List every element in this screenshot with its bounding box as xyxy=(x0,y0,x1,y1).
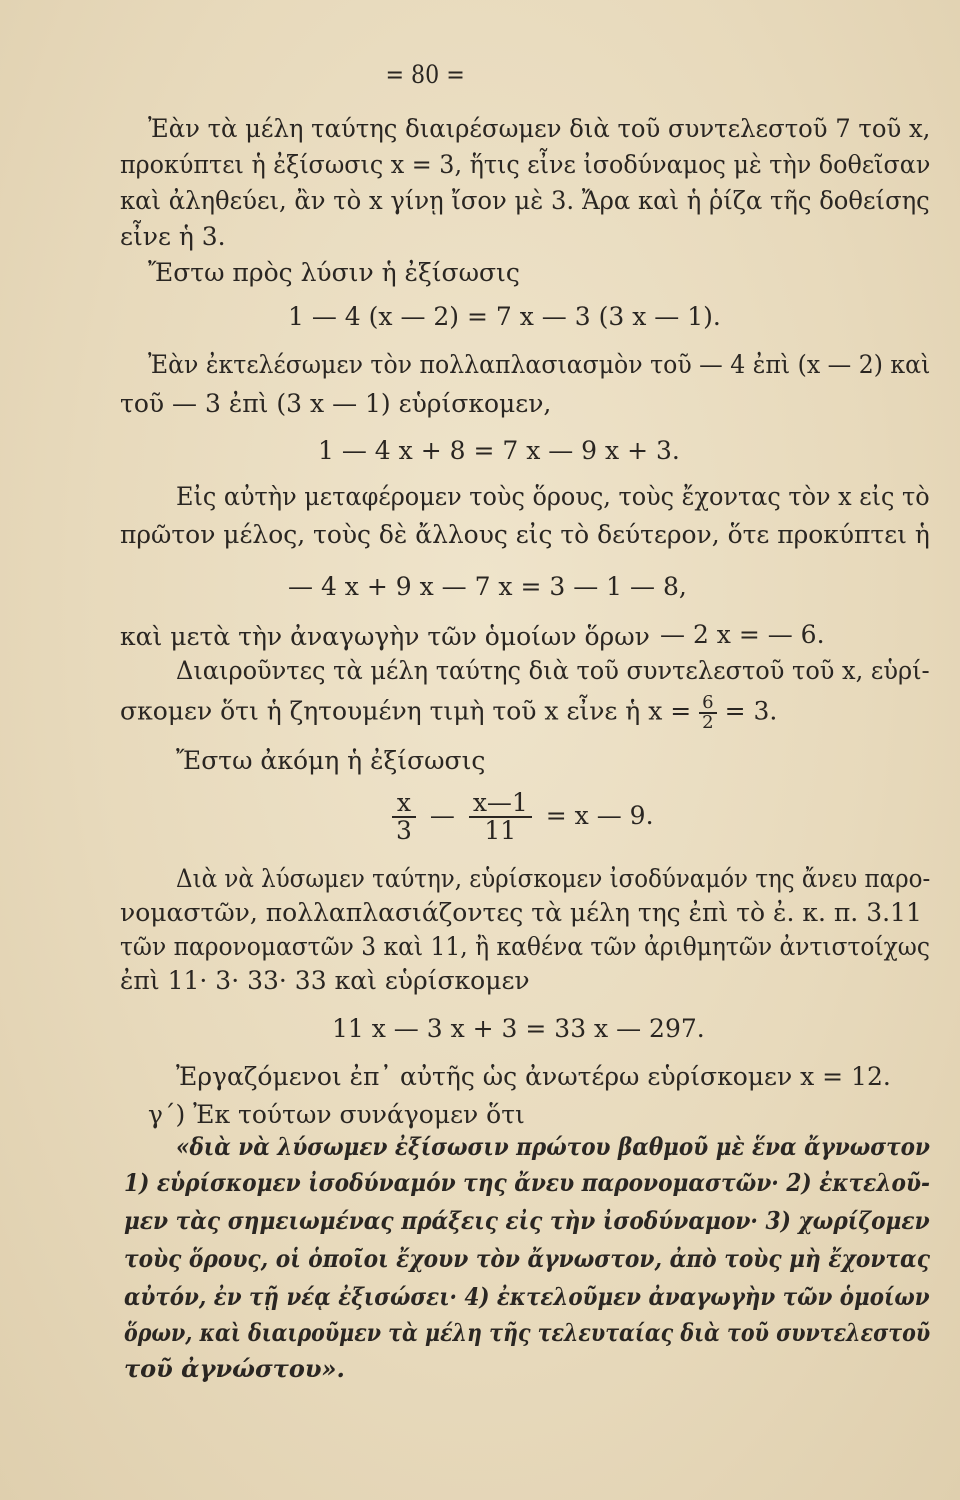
text-line: Εἰς αὐτὴν μεταφέρομεν τοὺς ὅρους, τοὺς ἔχοντας τὸν x εἰς τὸ xyxy=(176,482,930,511)
text-line: Ἔστω ἀκόμη ἡ ἐξίσωσις xyxy=(176,746,486,775)
fraction xyxy=(469,790,532,844)
equation: 1 — 4 x + 8 = 7 x — 9 x + 3. xyxy=(318,436,680,465)
rule-text-line: ὅρων, καὶ διαιροῦμεν τὰ μέλη τῆς τελευταίας διὰ τοῦ συντελεστοῦ xyxy=(124,1318,931,1347)
text-line: Ἔστω πρὸς λύσιν ἡ ἐξίσωσις xyxy=(148,258,520,287)
fraction xyxy=(699,694,716,732)
text-line: νομαστῶν, πολλαπλασιάζοντες τὰ μέλη της ἐπὶ τὸ ἐ. κ. π. 3.11 xyxy=(120,898,922,927)
text-line: τοῦ — 3 ἐπὶ (3 x — 1) εὑρίσκομεν, xyxy=(120,389,552,418)
fraction-denominator: 11 xyxy=(484,816,517,845)
text-segment: = 3. xyxy=(724,696,778,726)
rule-text-line: τοῦ ἀγνώστου». xyxy=(124,1354,345,1383)
fraction-numerator: 6 xyxy=(699,694,716,714)
text-line: Ἐὰν τὰ μέλη ταύτης διαιρέσωμεν διὰ τοῦ συντελεστοῦ 7 τοῦ x, xyxy=(148,114,931,143)
rule-text-line: «διὰ νὰ λύσωμεν ἐξίσωσιν πρώτου βαθμοῦ μὲ ἕνα ἄγνωστον xyxy=(176,1132,930,1161)
text-line-with-fraction xyxy=(120,694,777,732)
equation-fractions xyxy=(392,790,654,844)
text-segment: σκομεν ὅτι ἡ ζητουμένη τιμὴ τοῦ x εἶνε ἡ x = xyxy=(120,696,692,726)
text-line: τῶν παρονομαστῶν 3 καὶ 11, ἢ καθένα τῶν ἀριθμητῶν ἀντιστοίχως xyxy=(120,932,930,961)
equation: 11 x — 3 x + 3 = 33 x — 297. xyxy=(332,1014,705,1043)
text-line: καὶ ἀληθεύει, ἂν τὸ x γίνῃ ἴσον μὲ 3. Ἄρα καὶ ἡ ῥίζα τῆς δοθείσης xyxy=(120,186,930,215)
fraction-numerator: x—1 xyxy=(469,790,532,818)
text-line: Διὰ νὰ λύσωμεν ταύτην, εὑρίσκομεν ἰσοδύναμόν της ἄνευ παρο- xyxy=(176,864,931,893)
equation: — 2 x = — 6. xyxy=(660,620,825,649)
fraction-denominator: 3 xyxy=(396,816,412,845)
text-line: εἶνε ἡ 3. xyxy=(120,222,226,251)
text-line: Διαιροῦντες τὰ μέλη ταύτης διὰ τοῦ συντελεστοῦ τοῦ x, εὑρί- xyxy=(176,656,930,685)
rule-text-line: 1) εὑρίσκομεν ἰσοδύναμόν της ἄνευ παρονομαστῶν· 2) ἐκτελοῦ- xyxy=(124,1168,931,1197)
rule-text-line: τοὺς ὅρους, οἱ ὁποῖοι ἔχουν τὸν ἄγνωστον, ἀπὸ τοὺς μὴ ἔχοντας xyxy=(124,1244,930,1273)
equation: 1 — 4 (x — 2) = 7 x — 3 (3 x — 1). xyxy=(288,302,721,331)
fraction-numerator: x xyxy=(392,790,416,818)
fraction-denominator: 2 xyxy=(702,712,714,733)
fraction xyxy=(392,790,416,844)
text-line: ἐπὶ 11· 3· 33· 33 καὶ εὑρίσκομεν xyxy=(120,966,530,995)
text-line: προκύπτει ἡ ἐξίσωσις x = 3, ἥτις εἶνε ἰσοδύναμος μὲ τὴν δοθεῖσαν xyxy=(120,150,931,179)
rule-text-line: αὐτόν, ἐν τῇ νέᾳ ἐξισώσει· 4) ἐκτελοῦμεν ἀναγωγὴν τῶν ὁμοίων xyxy=(124,1282,930,1311)
section-label: γ΄) Ἐκ τούτων συνάγομεν ὅτι xyxy=(148,1100,525,1129)
text-line: Ἐργαζόμενοι ἐπ᾽ αὐτῆς ὡς ἀνωτέρω εὑρίσκομεν x = 12. xyxy=(176,1062,891,1091)
equation: — 4 x + 9 x — 7 x = 3 — 1 — 8, xyxy=(288,572,687,601)
text-line: καὶ μετὰ τὴν ἀναγωγὴν τῶν ὁμοίων ὅρων xyxy=(120,622,650,651)
text-line: πρῶτον μέλος, τοὺς δὲ ἄλλους εἰς τὸ δεύτερον, ὅτε προκύπτει ἡ xyxy=(120,520,930,549)
rule-text-line: μεν τὰς σημειωμένας πράξεις εἰς τὴν ἰσοδύναμον· 3) χωρίζομεν xyxy=(124,1206,930,1235)
text-line: Ἐὰν ἐκτελέσωμεν τὸν πολλαπλασιασμὸν τοῦ — 4 ἐπὶ (x — 2) καὶ xyxy=(148,350,931,379)
page-number: = 80 = xyxy=(385,60,465,89)
equation-rest: = x — 9. xyxy=(545,800,654,830)
minus-sign: — xyxy=(429,800,455,830)
